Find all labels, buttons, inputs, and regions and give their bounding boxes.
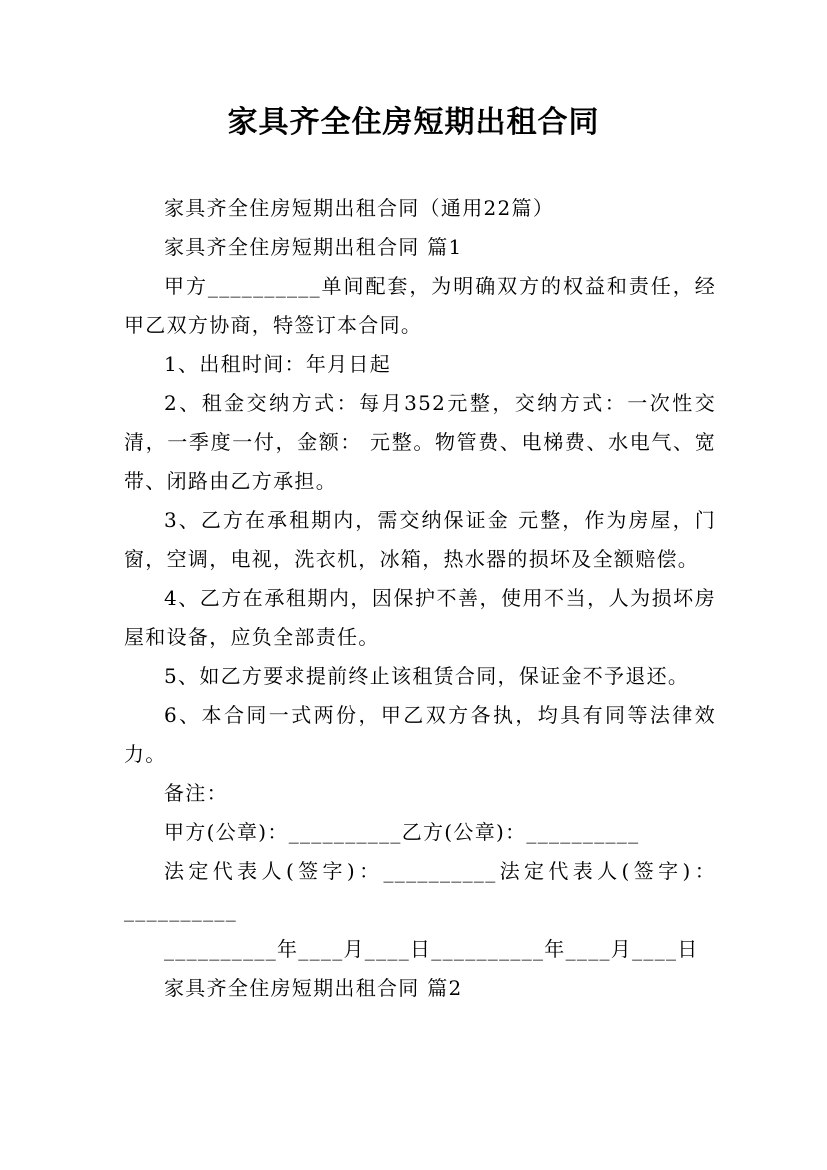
paragraph-remarks: 备注： <box>164 781 228 805</box>
paragraph-dates: __________年____月____日__________年____月____日 <box>164 937 699 961</box>
paragraph-clause-5: 5、如乙方要求提前终止该租赁合同，保证金不予退还。 <box>164 664 690 688</box>
paragraph-clause-3: 3、乙方在承租期内，需交纳保证金 元整，作为房屋，门窗，空调，电视，洗衣机，冰箱，热水器的损坏及全额赔偿。 <box>124 508 716 571</box>
paragraph-clause-4: 4、乙方在承租期内，因保护不善，使用不当，人为损坏房屋和设备，应负全部责任。 <box>124 586 716 649</box>
paragraph-section-heading-1: 家具齐全住房短期出租合同 篇1 <box>164 235 463 259</box>
paragraph-seals: 甲方(公章)：__________乙方(公章)：__________ <box>164 820 640 844</box>
paragraph-clause-2: 2、租金交纳方式：每月352元整，交纳方式：一次性交清，一季度一付，金额： 元整。物管费、电梯费、水电气、宽带、闭路由乙方承担。 <box>124 391 716 493</box>
document-title: 家具齐全住房短期出租合同 <box>227 105 600 140</box>
paragraph-clause-1: 1、出租时间：年月日起 <box>164 352 392 376</box>
paragraph-subtitle: 家具齐全住房短期出租合同（通用22篇） <box>164 196 555 220</box>
paragraph-signatures: 法定代表人(签字)：__________法定代表人(签字)：__________ <box>124 859 716 922</box>
paragraph-section-heading-2: 家具齐全住房短期出租合同 篇2 <box>164 976 463 1000</box>
paragraph-clause-6: 6、本合同一式两份，甲乙双方各执，均具有同等法律效力。 <box>124 703 716 766</box>
document-body <box>124 189 716 1008</box>
paragraph-intro: 甲方__________单间配套，为明确双方的权益和责任，经甲乙双方协商，特签订本合同。 <box>124 274 716 337</box>
